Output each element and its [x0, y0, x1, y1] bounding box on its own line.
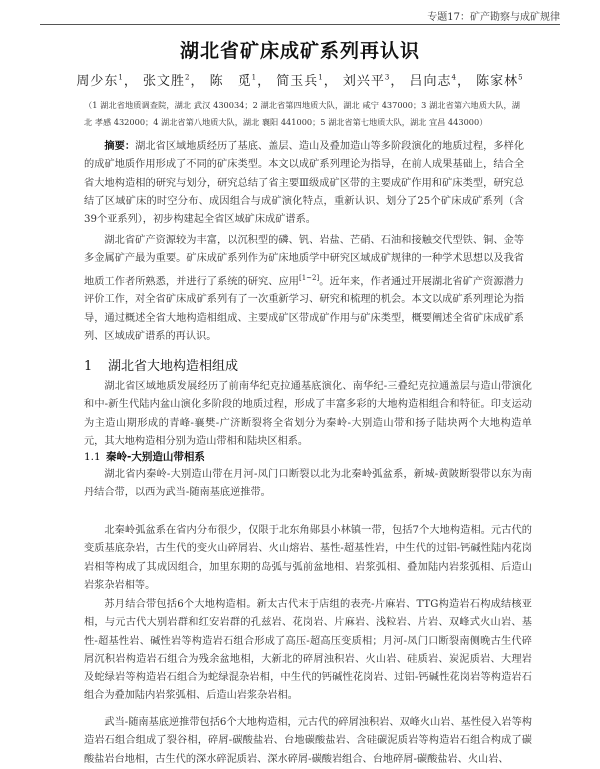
- paper-title: 湖北省矿床成矿系列再认识: [179, 40, 420, 62]
- subsection-title: 秦岭-大别造山带相系: [106, 451, 205, 463]
- section-number: 1: [84, 359, 93, 374]
- citation: [1~2]: [299, 273, 320, 282]
- abstract-text: 湖北省区域地质经历了基底、盖层、造山及叠加造山等多阶段演化的地质过程，多样化的成矿地质作用形成了不同的矿床类型。本文以成矿系列理论为指导，在前人成果基础上，结合全省大地构造相的研究与划分，研究总结了省主要Ⅲ级成矿区带的主要成矿作用和矿床类型，研究总结了区域矿床的时空分布、成因组合与成矿演化特点，重新认识、划分了25个矿床成矿系列（含39个亚系列），初步构建起全省区域矿床成矿谱系。: [84, 141, 525, 226]
- body-paragraph: 武当-随南基底逆推带包括6个大地构造相，元古代的碎屑浊积岩、双峰火山岩、基性侵入岩等构造岩石组合组成了裂谷相，碎屑-碳酸盐岩、台地碳酸盐岩、含硅碳泥质岩等构造岩石组合构成了碳酸盐岩台地相，古生代的深水碎泥质岩、深水碎屑-碳酸岩组合、台地碎屑-碳酸盐岩、火山岩、: [84, 717, 532, 765]
- subsection-number: 1.1: [84, 451, 101, 463]
- author: 陈家林$^5$: [476, 73, 524, 89]
- affiliations: （1 湖北省地质调查院，湖北 武汉 430034；2 湖北省第四地质大队，湖北 咸宁 437000；3 湖北省第六地质大队，湖北 孝感 432000；4 湖北省第八地质大队，湖北 襄阳 441000；5 湖北省第七地质大队，湖北 宜昌 443000）: [84, 100, 520, 127]
- section-paragraph: 湖北省区域地质发展经历了前南华纪克拉通基底演化、南华纪-三叠纪克拉通盖层与造山带演化和中-新生代陆内盆山演化多阶段的地质过程，形成了丰富多彩的大地构造相组合和特征。印支运动为主造山期形成的青峰-襄樊-广济断裂将全省划分为秦岭-大别造山带和扬子陆块两个大地构造单元，其大地构造相分别为造山带相和陆块区相系。: [84, 381, 532, 447]
- author: 周少东$^1$: [76, 73, 124, 89]
- author: 吕向志$^4$: [409, 73, 457, 89]
- body-paragraph: 苏月结合带包括6个大地构造相。新太古代末于店组的表壳-片麻岩、TTG构造岩石构成结核亚相，与元古代大别岩群和红安岩群的孔兹岩、花岗岩、片麻岩、浅粒岩、片岩、双峰式火山岩、基性-超基性岩、碱性岩等构造岩石组合形成了高压-超高压变质相；月河-凤门口断裂南侧晚古生代碎屑沉积岩构造岩石组合为残余盆地相，大新北的碎屑浊积岩、火山岩、硅质岩、炭泥质岩、大理岩及蛇绿岩等构造岩石组合为蛇绿混杂岩相，中生代的钙碱性花岗岩、过铝-钙碱性花岗岩等构造岩石组合为叠加陆内岩浆弧相、后造山岩浆杂岩相。: [84, 599, 532, 702]
- section-heading: [84, 355, 238, 374]
- author: 简玉兵$^1$: [276, 73, 324, 89]
- abstract-label: 摘要：: [104, 140, 136, 152]
- intro-paragraph: 湖北省矿产资源较为丰富，以沉积型的磷、钒、岩盐、芒硝、石油和接触交代型铁、铜、金等多金属矿产最为重要。矿床成矿系列作为矿床地质学中研究区域成矿规律的一种学术思想以及我省地质工作者所熟悉，并进行了系统的研究、应用[1~2]。近年来，作者通过开展湖北省矿产资源潜力评价工作，对全省矿床成矿系列有了一次重新学习、研究和梳理的机会。本文以成矿系列理论为指导，通过概述全省大地构造相组成、主要成矿区带成矿作用与矿床类型，概要阐述全省矿床成矿系列、区域成矿谱系的再认识。: [84, 235, 524, 342]
- author-list: 周少东$^1$， 张文胜$^2$， 陈 觅$^1$， 简玉兵$^1$， 刘兴平$^3$， 吕向志$^4$， 陈家林$^5$: [76, 73, 524, 89]
- body-paragraph: 湖北省内秦岭-大别造山带在月河-凤门口断裂以北为北秦岭弧盆系，新城-黄陂断裂带以东为南丹结合带，以西为武当-随南基底逆推带。: [84, 469, 532, 499]
- abstract: [84, 137, 524, 229]
- subsection-heading: [84, 449, 205, 464]
- author: 陈 觅$^1$: [209, 73, 258, 89]
- body-paragraph: 北秦岭弧盆系在省内分布很少，仅限于北东角郧县小林镇一带，包括7个大地构造相。元古代的变质基底杂岩，古生代的变火山碎屑岩、火山熔岩、基性-超基性岩，中生代的过铝-钙碱性陆内花岗岩相等构成了其成因组合，加里东期的岛弧与弧前盆地相、岩浆弧相、叠加陆内岩浆弧相、后造山岩浆杂岩相等。: [84, 525, 532, 591]
- running-head: 专题17：矿产勘察与成矿规律: [427, 12, 560, 23]
- author: 张文胜$^2$: [143, 73, 191, 89]
- author: 刘兴平$^3$: [342, 73, 391, 89]
- section-title: 湖北省大地构造相组成: [108, 359, 239, 374]
- header-rule: [40, 24, 560, 25]
